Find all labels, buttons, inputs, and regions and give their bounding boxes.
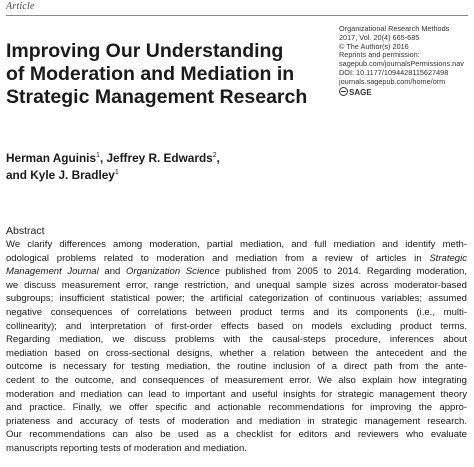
reprints-label: Reprints and permission:: [339, 50, 420, 60]
permissions-link[interactable]: sagepub.com/journalsPermissions.nav: [339, 59, 464, 69]
journal-name-italic: Organization Science: [126, 266, 220, 278]
abstract-line: outcome is necessary for testing mediation, the routine inclusion of a direct path from the ante-: [6, 361, 467, 373]
journal-home-link[interactable]: journals.sagepub.com/home/orm: [339, 76, 446, 86]
abstract-line: mediation based on cross-sectional designs, whether a relation between the antecedent and the: [6, 347, 467, 359]
title-line-2: of Moderation and Mediation in: [6, 63, 295, 85]
article-title: [6, 40, 326, 109]
abstract-line: moderation and mediation can lead to important and useful insights for strategic management theory: [6, 388, 467, 400]
article-type-label: Article: [6, 1, 35, 12]
journal-volume: 2017, Vol. 20(4) 665-685: [339, 32, 420, 42]
header-divider: [6, 15, 468, 16]
title-line-1: Improving Our Understanding: [6, 40, 284, 62]
abstract-line: Regarding mediation, we discuss problems with the causal-steps procedure, inferences about: [6, 334, 467, 346]
title-line-3: Strategic Management Research: [6, 86, 308, 108]
journal-name-italic: Strategic: [429, 252, 467, 264]
abstract-line: Management Journal and Organization Science published from 2005 to 2014. Regarding moderation,: [6, 266, 468, 278]
abstract-line: we discuss measurement error, range restriction, and unequal sample sizes across moderator-based: [6, 279, 467, 291]
affiliation-marker: 1: [114, 169, 119, 177]
author-line-1: [6, 150, 220, 167]
publisher-name: SAGE: [349, 87, 372, 97]
author-name: Jeffrey R. Edwards: [106, 151, 213, 165]
affiliation-marker: 1: [96, 152, 100, 160]
journal-name: Organizational Research Methods: [339, 24, 450, 33]
abstract-line: We clarify differences among moderation, partial mediation, and full mediation and identify meth-: [6, 239, 467, 250]
doi-text[interactable]: DOI: 10.1177/1094428115627498: [339, 67, 449, 77]
abstract-line: priateness and accuracy of tests of moderation and mediation in strategic management research.: [6, 415, 467, 427]
publisher-logo: [339, 87, 473, 98]
abstract-heading: Abstract: [6, 225, 45, 237]
abstract-line: manuscripts reporting tests of moderation and mediation.: [6, 442, 247, 454]
author-separator: ,: [99, 151, 107, 165]
journal-metadata: [339, 25, 473, 97]
abstract-line: Our recommendations can also be used as a checklist for editors and reviewers who evaluate: [6, 429, 467, 441]
abstract-line: collinearity); and interpretation of first-order effects based on models excluding product terms.: [6, 320, 467, 332]
author-name: and Kyle J. Bradley: [6, 168, 115, 182]
abstract-line: subgroups; insufficient statistical power; the artificial categorization of continuous variables; assumed: [6, 293, 467, 305]
copyright-notice: © The Author(s) 2016: [339, 41, 409, 51]
author-separator: ,: [216, 151, 220, 165]
affiliation-marker: 2: [212, 152, 217, 160]
abstract-line: and practice. Finally, we offer specific and actionable recommendations for improving the appro-: [6, 402, 467, 414]
author-name: Herman Aguinis: [6, 151, 97, 165]
abstract-line: cedent to the outcome, and consequences of measurement error. We also explain how integrating: [6, 374, 467, 386]
abstract-line: negative consequences of correlations between product terms and its components (i.e., multi-: [6, 306, 467, 318]
sage-logo-icon: [339, 87, 348, 96]
author-line-2: [6, 167, 220, 184]
abstract-text: [6, 238, 467, 456]
abstract-line: odological problems related to moderation and mediation from a review of articles in Strategic: [6, 252, 467, 264]
journal-name-italic: Management Journal: [6, 266, 99, 278]
author-list: [6, 150, 220, 184]
